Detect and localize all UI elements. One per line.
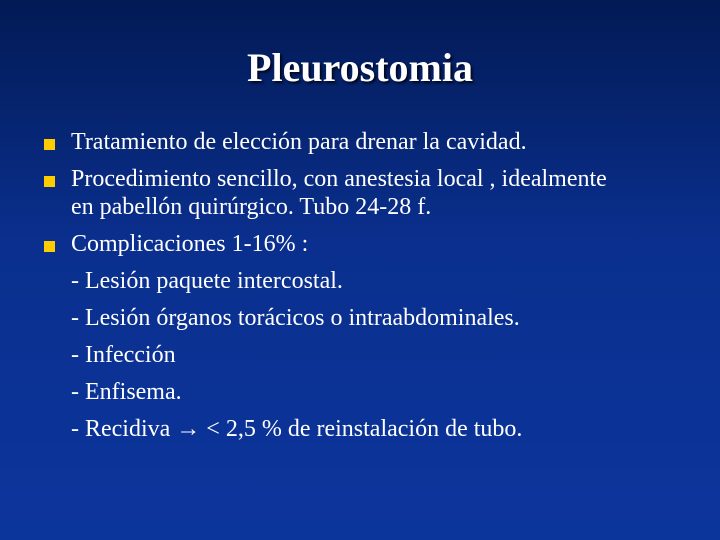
bullet-item-complications (42, 230, 682, 258)
recurrence-suffix: < 2,5 % de reinstalación de tubo. (200, 416, 523, 442)
bullet-square-icon (44, 139, 55, 150)
complication-item: - Lesión paquete intercostal. (71, 268, 343, 294)
bullet-text: Tratamiento de elección para drenar la cavidad. (71, 129, 527, 155)
slide-title: Pleurostomia (247, 45, 473, 90)
complication-item: - Enfisema. (71, 379, 182, 405)
bullet-square-icon (44, 241, 55, 252)
complication-item: - Lesión órganos torácicos o intraabdominales. (71, 305, 520, 331)
slide-content (42, 128, 682, 443)
bullet-text-line-2: en pabellón quirúrgico. Tubo 24-28 f. (71, 194, 432, 220)
bullet-item-procedure (42, 165, 682, 221)
bullet-text: Complicaciones 1-16% : (71, 231, 309, 257)
bullet-item-treatment (42, 128, 682, 156)
arrow-right-icon: → (176, 416, 201, 442)
recurrence-prefix: - Recidiva (71, 416, 177, 442)
complication-item-recurrence (42, 415, 682, 443)
bullet-text-line-1: Procedimiento sencillo, con anestesia local , idealmente (71, 166, 607, 192)
bullet-square-icon (44, 176, 55, 187)
complication-item: - Infección (71, 342, 176, 368)
